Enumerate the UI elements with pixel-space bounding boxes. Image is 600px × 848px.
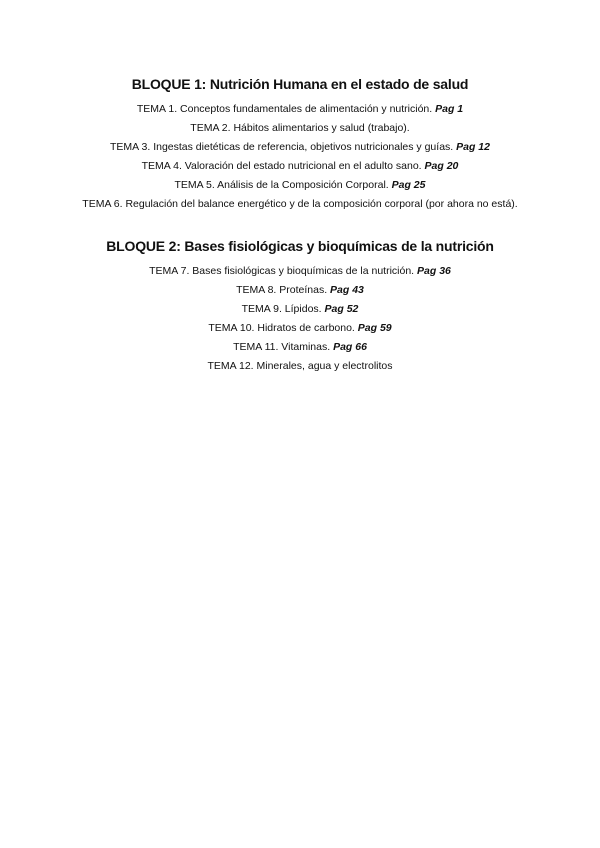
- block-2-topic-list: [0, 262, 600, 376]
- topic-9: [0, 300, 600, 319]
- topic-9-page-ref: Pag 52: [324, 303, 359, 315]
- block-2-title: BLOQUE 2: Bases fisiológicas y bioquímicas de la nutrición: [106, 238, 494, 254]
- topic-10-text: TEMA 10. Hidratos de carbono.: [208, 322, 355, 334]
- block-1-topic-list: [0, 100, 600, 214]
- topic-12-text: TEMA 12. Minerales, agua y electrolitos: [207, 360, 393, 372]
- topic-10: [0, 319, 600, 338]
- block-1: [0, 74, 600, 214]
- topic-3-page-ref: Pag 12: [456, 141, 490, 153]
- topic-8-page-ref: Pag 43: [330, 284, 364, 296]
- topic-5: [0, 176, 600, 195]
- topic-6: [0, 195, 600, 214]
- topic-11-text: TEMA 11. Vitaminas.: [233, 341, 331, 353]
- topic-11-page-ref: Pag 66: [333, 341, 367, 353]
- topic-11: [0, 338, 600, 357]
- topic-2-text: TEMA 2. Hábitos alimentarios y salud (trabajo).: [190, 122, 410, 134]
- topic-12: [0, 357, 600, 376]
- topic-7-page-ref: Pag 36: [417, 265, 451, 277]
- topic-1-page-ref: Pag 1: [435, 103, 464, 115]
- topic-4: [0, 157, 600, 176]
- block-1-title: BLOQUE 1: Nutrición Humana en el estado de salud: [131, 76, 469, 92]
- topic-8-text: TEMA 8. Proteínas.: [236, 284, 328, 296]
- topic-5-page-ref: Pag 25: [391, 179, 426, 191]
- topic-3: [0, 138, 600, 157]
- topic-4-page-ref: Pag 20: [424, 160, 459, 172]
- topic-3-text: TEMA 3. Ingestas dietéticas de referencia, objetivos nutricionales y guías.: [110, 141, 454, 153]
- topic-8: [0, 281, 600, 300]
- topic-9-text: TEMA 9. Lípidos.: [241, 303, 322, 315]
- topic-2: [0, 119, 600, 138]
- topic-10-page-ref: Pag 59: [357, 322, 392, 334]
- topic-1: [0, 100, 600, 119]
- topic-5-text: TEMA 5. Análisis de la Composición Corporal.: [174, 179, 389, 191]
- topic-6-text: TEMA 6. Regulación del balance energético y de la composición corporal (por ahora no está).: [82, 198, 518, 210]
- topic-1-text: TEMA 1. Conceptos fundamentales de alimentación y nutrición.: [136, 103, 433, 115]
- topic-7: [0, 262, 600, 281]
- topic-7-text: TEMA 7. Bases fisiológicas y bioquímicas de la nutrición.: [149, 265, 415, 277]
- topic-4-text: TEMA 4. Valoración del estado nutricional en el adulto sano.: [141, 160, 422, 172]
- block-2: [0, 236, 600, 376]
